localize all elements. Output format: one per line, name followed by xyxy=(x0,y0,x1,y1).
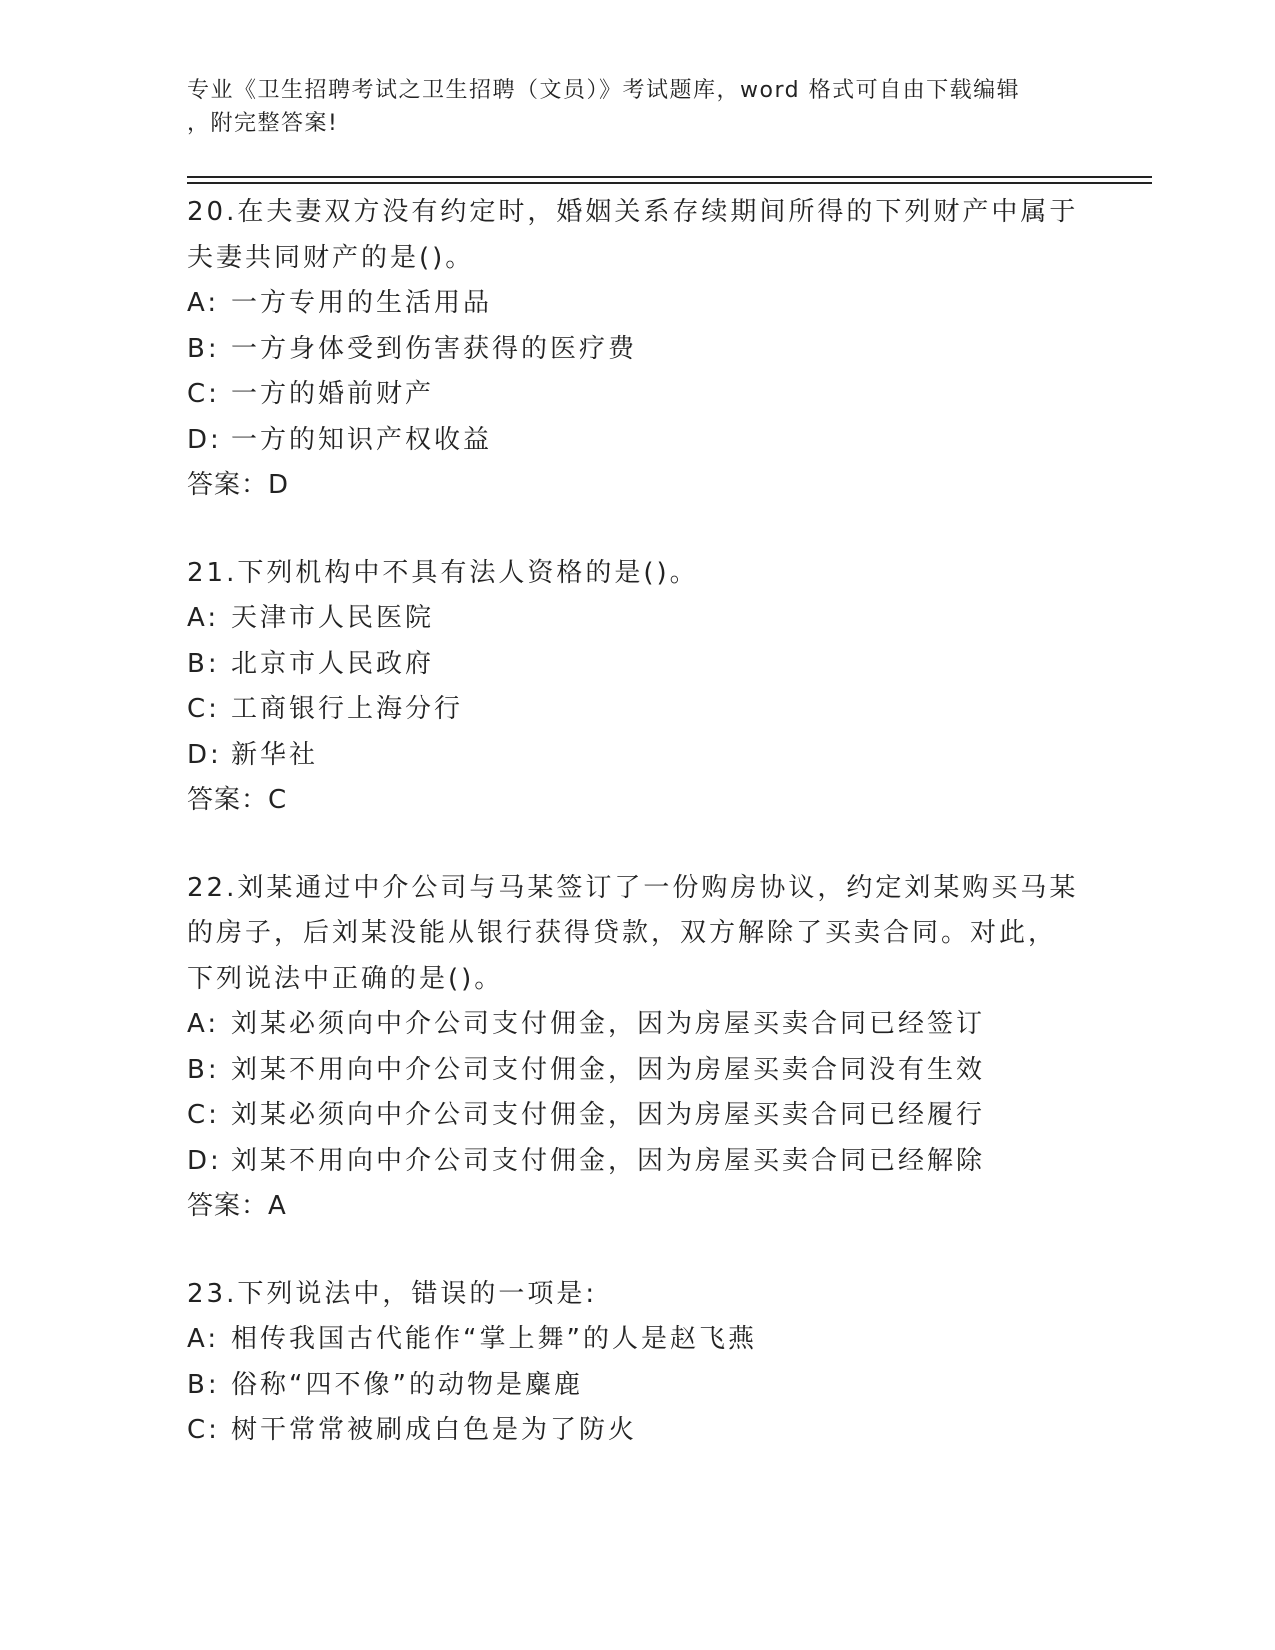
option-text: 刘某必须向中介公司支付佣金，因为房屋买卖合同已经履行 xyxy=(231,1100,986,1130)
header-divider-top xyxy=(187,176,1152,178)
question-list xyxy=(187,190,1127,1454)
question-block xyxy=(187,1272,1127,1454)
option-label: A: xyxy=(187,603,220,633)
option-label: D: xyxy=(187,1145,222,1176)
question-stem-line: 22.刘某通过中介公司与马某签订了一份购房协议，约定刘某购买马某 xyxy=(187,872,1079,903)
option-text: 天津市人民医院 xyxy=(231,603,435,633)
option-row xyxy=(187,327,1127,373)
answer-line: 答案：C xyxy=(187,785,288,815)
option-label: B: xyxy=(187,648,220,679)
option-row xyxy=(187,1139,1127,1185)
option-label: C: xyxy=(187,1100,220,1130)
question-stem-line: 下列说法中正确的是()。 xyxy=(187,963,504,994)
question-block xyxy=(187,551,1127,824)
header-line-2: ，附完整答案! xyxy=(187,111,339,136)
option-text: 一方的婚前财产 xyxy=(231,379,435,409)
option-text: 新华社 xyxy=(231,739,319,770)
option-row xyxy=(187,1002,1127,1048)
option-text: 刘某必须向中介公司支付佣金，因为房屋买卖合同已经签订 xyxy=(231,1009,986,1039)
option-label: D: xyxy=(187,739,222,770)
document-header xyxy=(187,74,1067,140)
header-divider-bottom xyxy=(187,182,1152,184)
option-label: A: xyxy=(187,288,220,318)
option-label: B: xyxy=(187,333,220,364)
option-row xyxy=(187,1048,1127,1094)
option-row xyxy=(187,1363,1127,1409)
option-label: C: xyxy=(187,379,220,409)
option-row xyxy=(187,372,1127,418)
option-row xyxy=(187,418,1127,464)
option-row xyxy=(187,642,1127,688)
option-row xyxy=(187,1093,1127,1139)
answer-line: 答案：A xyxy=(187,1191,287,1221)
option-row xyxy=(187,687,1127,733)
question-block xyxy=(187,190,1127,509)
option-text: 一方专用的生活用品 xyxy=(231,288,493,318)
question-stem-line: 20.在夫妻双方没有约定时，婚姻关系存续期间所得的下列财产中属于 xyxy=(187,197,1079,227)
option-text: 工商银行上海分行 xyxy=(231,694,464,724)
option-row xyxy=(187,733,1127,779)
question-stem-line: 的房子，后刘某没能从银行获得贷款，双方解除了买卖合同。对此， xyxy=(187,918,1058,948)
option-row xyxy=(187,281,1127,327)
question-stem-line: 21.下列机构中不具有法人资格的是()。 xyxy=(187,557,699,588)
question-stem-line: 23.下列说法中，错误的一项是: xyxy=(187,1278,598,1309)
option-row xyxy=(187,1317,1127,1363)
answer-line: 答案：D xyxy=(187,470,290,500)
option-text: 俗称“四不像”的动物是麋鹿 xyxy=(231,1369,583,1400)
question-block xyxy=(187,866,1127,1230)
option-row xyxy=(187,596,1127,642)
option-label: C: xyxy=(187,694,220,724)
option-label: C: xyxy=(187,1415,220,1445)
question-stem-line: 夫妻共同财产的是()。 xyxy=(187,242,475,273)
option-row xyxy=(187,1408,1127,1454)
option-label: D: xyxy=(187,424,222,455)
option-label: A: xyxy=(187,1009,220,1039)
header-line-1: 专业《卫生招聘考试之卫生招聘（文员）》考试题库，word 格式可自由下载编辑 xyxy=(187,78,1021,103)
option-text: 一方的知识产权收益 xyxy=(231,424,493,455)
option-label: A: xyxy=(187,1324,220,1354)
option-text: 一方身体受到伤害获得的医疗费 xyxy=(231,333,638,364)
option-label: B: xyxy=(187,1054,220,1085)
option-text: 相传我国古代能作“掌上舞”的人是赵飞燕 xyxy=(231,1324,757,1354)
option-text: 北京市人民政府 xyxy=(231,648,435,679)
option-text: 树干常常被刷成白色是为了防火 xyxy=(231,1415,638,1445)
option-label: B: xyxy=(187,1369,220,1400)
option-text: 刘某不用向中介公司支付佣金，因为房屋买卖合同已经解除 xyxy=(231,1145,986,1176)
option-text: 刘某不用向中介公司支付佣金，因为房屋买卖合同没有生效 xyxy=(231,1054,986,1085)
